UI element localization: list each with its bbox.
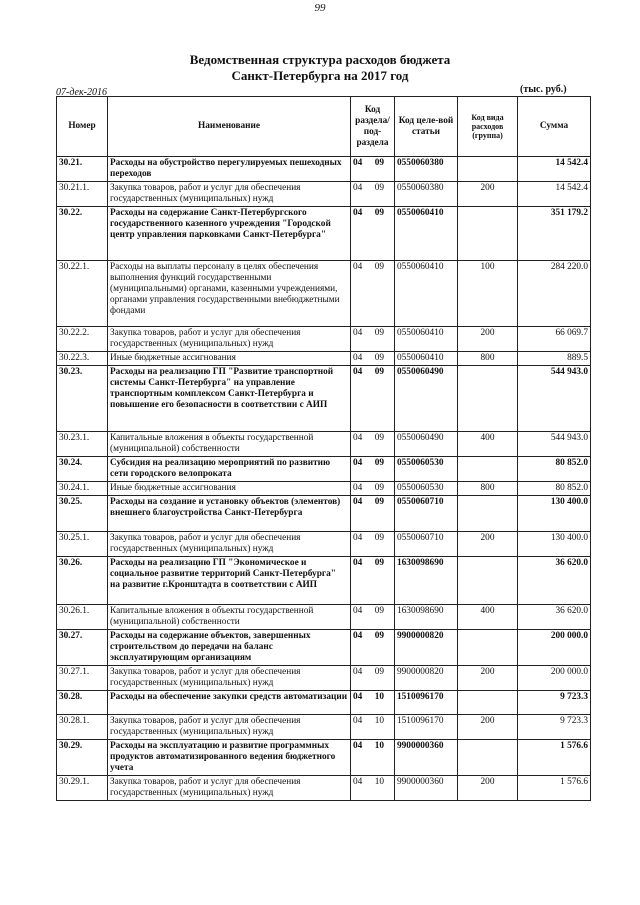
cell-name: Расходы на выплаты персоналу в целях обеспечения выполнения функций государственными (муниципальными) органами, казенными учреждениями, органами управления государственными внебюджетными фондами: [108, 261, 351, 327]
cell-section: [351, 715, 395, 740]
subsection-code: 09: [374, 458, 384, 468]
subsection-code: 10: [374, 777, 384, 787]
cell-section: [351, 261, 395, 327]
cell-section: [351, 691, 395, 715]
cell-number: 30.25.: [57, 496, 108, 532]
section-code: 04: [353, 667, 363, 677]
cell-number: 30.28.1.: [57, 715, 108, 740]
cell-amount: 889.5: [518, 352, 591, 366]
cell-target: 1510096170: [395, 715, 458, 740]
cell-section: [351, 457, 395, 482]
cell-amount: 1 576.6: [518, 776, 591, 801]
table-row: [57, 352, 591, 366]
cell-expense-type: 200: [458, 182, 518, 207]
subsection-code: 09: [374, 606, 384, 616]
cell-section: [351, 182, 395, 207]
cell-expense-type: [458, 496, 518, 532]
subsection-code: 09: [374, 367, 384, 377]
cell-section: [351, 352, 395, 366]
subsection-code: 09: [374, 433, 384, 443]
cell-target: 0550060380: [395, 157, 458, 182]
table-row: [57, 157, 591, 182]
section-code: 04: [353, 458, 363, 468]
cell-name: Закупка товаров, работ и услуг для обеспечения государственных (муниципальных) нужд: [108, 715, 351, 740]
cell-number: 30.27.: [57, 630, 108, 666]
table-row: [57, 207, 591, 261]
cell-amount: 130 400.0: [518, 496, 591, 532]
table-row: [57, 691, 591, 715]
cell-amount: 200 000.0: [518, 666, 591, 691]
cell-target: 0550060410: [395, 207, 458, 261]
subsection-code: 09: [374, 158, 384, 168]
cell-section: [351, 207, 395, 261]
cell-section: [351, 327, 395, 352]
cell-expense-type: [458, 557, 518, 605]
table-row: [57, 532, 591, 557]
cell-number: 30.21.: [57, 157, 108, 182]
title-line-2: Санкт-Петербурга на 2017 год: [231, 68, 409, 83]
cell-expense-type: 800: [458, 482, 518, 496]
header-amount: Сумма: [518, 97, 591, 157]
cell-expense-type: 200: [458, 776, 518, 801]
cell-name: Закупка товаров, работ и услуг для обеспечения государственных (муниципальных) нужд: [108, 327, 351, 352]
cell-name: Субсидия на реализацию мероприятий по развитию сети городского велопроката: [108, 457, 351, 482]
cell-number: 30.27.1.: [57, 666, 108, 691]
table-row: [57, 366, 591, 432]
header-section: Код раздела/ под-раздела: [351, 97, 395, 157]
table-row: [57, 666, 591, 691]
budget-table: [56, 96, 591, 801]
header-expense-type: Код вида расходов (группа): [458, 97, 518, 157]
table-row: [57, 496, 591, 532]
cell-amount: 14 542.4: [518, 182, 591, 207]
cell-amount: 130 400.0: [518, 532, 591, 557]
table-row: [57, 432, 591, 457]
table-row: [57, 457, 591, 482]
cell-name: Расходы на обеспечение закупки средств автоматизации: [108, 691, 351, 715]
subsection-code: 09: [374, 497, 384, 507]
table-header-row: [57, 97, 591, 157]
cell-expense-type: 100: [458, 261, 518, 327]
cell-expense-type: 200: [458, 715, 518, 740]
cell-amount: 1 576.6: [518, 740, 591, 776]
cell-number: 30.29.1.: [57, 776, 108, 801]
cell-amount: 36 620.0: [518, 605, 591, 630]
cell-target: 0550060530: [395, 457, 458, 482]
cell-expense-type: [458, 157, 518, 182]
header-number: Номер: [57, 97, 108, 157]
cell-name: Закупка товаров, работ и услуг для обеспечения государственных (муниципальных) нужд: [108, 532, 351, 557]
section-code: 04: [353, 631, 363, 641]
cell-expense-type: [458, 457, 518, 482]
cell-amount: 351 179.2: [518, 207, 591, 261]
section-code: 04: [353, 533, 363, 543]
cell-expense-type: 200: [458, 327, 518, 352]
cell-target: 0550060410: [395, 261, 458, 327]
title-line-1: Ведомственная структура расходов бюджета: [189, 52, 451, 67]
cell-section: [351, 605, 395, 630]
table-row: [57, 182, 591, 207]
cell-target: 9900000360: [395, 776, 458, 801]
cell-number: 30.23.: [57, 366, 108, 432]
cell-target: 0550060380: [395, 182, 458, 207]
cell-name: Закупка товаров, работ и услуг для обеспечения государственных (муниципальных) нужд: [108, 182, 351, 207]
section-code: 04: [353, 741, 363, 751]
cell-target: 9900000820: [395, 666, 458, 691]
cell-amount: 544 943.0: [518, 432, 591, 457]
cell-number: 30.23.1.: [57, 432, 108, 457]
cell-section: [351, 432, 395, 457]
section-code: 04: [353, 433, 363, 443]
table-row: [57, 605, 591, 630]
section-code: 04: [353, 183, 363, 193]
document-title: [0, 52, 640, 84]
cell-expense-type: [458, 630, 518, 666]
cell-number: 30.26.1.: [57, 605, 108, 630]
cell-amount: 80 852.0: [518, 457, 591, 482]
cell-number: 30.24.1.: [57, 482, 108, 496]
section-code: 04: [353, 367, 363, 377]
cell-target: 1630098690: [395, 605, 458, 630]
cell-section: [351, 776, 395, 801]
cell-expense-type: 400: [458, 432, 518, 457]
cell-name: Расходы на содержание Санкт-Петербургского государственного казенного учреждения "Городской центр управления парковками Санкт-Петербурга": [108, 207, 351, 261]
subsection-code: 09: [374, 262, 384, 272]
cell-number: 30.28.: [57, 691, 108, 715]
cell-target: 1510096170: [395, 691, 458, 715]
section-code: 04: [353, 716, 363, 726]
cell-section: [351, 482, 395, 496]
cell-amount: 36 620.0: [518, 557, 591, 605]
cell-expense-type: 200: [458, 532, 518, 557]
cell-target: 0550060410: [395, 352, 458, 366]
cell-expense-type: 400: [458, 605, 518, 630]
subsection-code: 09: [374, 667, 384, 677]
cell-target: 0550060490: [395, 366, 458, 432]
cell-target: 0550060530: [395, 482, 458, 496]
cell-number: 30.25.1.: [57, 532, 108, 557]
cell-amount: 544 943.0: [518, 366, 591, 432]
cell-section: [351, 740, 395, 776]
cell-section: [351, 630, 395, 666]
cell-amount: 9 723.3: [518, 715, 591, 740]
cell-name: Иные бюджетные ассигнования: [108, 482, 351, 496]
cell-number: 30.22.3.: [57, 352, 108, 366]
section-code: 04: [353, 777, 363, 787]
cell-number: 30.26.: [57, 557, 108, 605]
cell-amount: 9 723.3: [518, 691, 591, 715]
cell-amount: 284 220.0: [518, 261, 591, 327]
table-row: [57, 630, 591, 666]
cell-name: Закупка товаров, работ и услуг для обеспечения государственных (муниципальных) нужд: [108, 776, 351, 801]
table-row: [57, 327, 591, 352]
cell-section: [351, 557, 395, 605]
document-date: 07-дек-2016: [56, 87, 107, 98]
cell-target: 0550060710: [395, 532, 458, 557]
subsection-code: 09: [374, 183, 384, 193]
cell-name: Иные бюджетные ассигнования: [108, 352, 351, 366]
header-target: Код целе-вой статьи: [395, 97, 458, 157]
cell-number: 30.29.: [57, 740, 108, 776]
cell-number: 30.22.1.: [57, 261, 108, 327]
cell-number: 30.21.1.: [57, 182, 108, 207]
subsection-code: 09: [374, 208, 384, 218]
subsection-code: 09: [374, 328, 384, 338]
cell-target: 0550060710: [395, 496, 458, 532]
section-code: 04: [353, 328, 363, 338]
table-row: [57, 740, 591, 776]
section-code: 04: [353, 692, 363, 702]
units-label: (тыс. руб.): [520, 84, 567, 95]
subsection-code: 10: [374, 716, 384, 726]
subsection-code: 09: [374, 483, 384, 493]
subsection-code: 10: [374, 692, 384, 702]
cell-name: Расходы на реализацию ГП "Экономическое и социальное развитие территорий Санкт-Петербурга" на развитие г.Кронштадта в соответствии с АИП: [108, 557, 351, 605]
cell-section: [351, 496, 395, 532]
cell-name: Капитальные вложения в объекты государственной (муниципальной) собственности: [108, 605, 351, 630]
section-code: 04: [353, 353, 363, 363]
subsection-code: 09: [374, 558, 384, 568]
cell-target: 1630098690: [395, 557, 458, 605]
cell-section: [351, 366, 395, 432]
cell-amount: 66 069.7: [518, 327, 591, 352]
table-row: [57, 482, 591, 496]
cell-name: Закупка товаров, работ и услуг для обеспечения государственных (муниципальных) нужд: [108, 666, 351, 691]
cell-target: 0550060410: [395, 327, 458, 352]
section-code: 04: [353, 208, 363, 218]
subsection-code: 09: [374, 353, 384, 363]
cell-expense-type: 800: [458, 352, 518, 366]
section-code: 04: [353, 158, 363, 168]
header-name: Наименование: [108, 97, 351, 157]
cell-expense-type: [458, 207, 518, 261]
cell-expense-type: [458, 691, 518, 715]
cell-name: Расходы на содержание объектов, завершенных строительством до передачи на баланс эксплуатирующим организациям: [108, 630, 351, 666]
cell-name: Капитальные вложения в объекты государственной (муниципальной) собственности: [108, 432, 351, 457]
table-row: [57, 261, 591, 327]
cell-target: 9900000360: [395, 740, 458, 776]
section-code: 04: [353, 483, 363, 493]
section-code: 04: [353, 558, 363, 568]
cell-expense-type: 200: [458, 666, 518, 691]
cell-section: [351, 666, 395, 691]
cell-amount: 14 542.4: [518, 157, 591, 182]
cell-number: 30.24.: [57, 457, 108, 482]
cell-expense-type: [458, 740, 518, 776]
cell-section: [351, 532, 395, 557]
cell-expense-type: [458, 366, 518, 432]
cell-name: Расходы на создание и установку объектов (элементов) внешнего благоустройства Санкт-Петербурга: [108, 496, 351, 532]
cell-number: 30.22.2.: [57, 327, 108, 352]
cell-amount: 200 000.0: [518, 630, 591, 666]
section-code: 04: [353, 262, 363, 272]
cell-amount: 80 852.0: [518, 482, 591, 496]
cell-name: Расходы на реализацию ГП "Развитие транспортной системы Санкт-Петербурга" на управление транспортным комплексом Санкт-Петербурга и повышение его безопасности в соответствии с АИП: [108, 366, 351, 432]
cell-name: Расходы на обустройство перегулируемых пешеходных переходов: [108, 157, 351, 182]
cell-name: Расходы на эксплуатацию и развитие программных продуктов автоматизированного ведения бюджетного учета: [108, 740, 351, 776]
subsection-code: 09: [374, 631, 384, 641]
table-row: [57, 715, 591, 740]
subsection-code: 09: [374, 533, 384, 543]
section-code: 04: [353, 497, 363, 507]
section-code: 04: [353, 606, 363, 616]
table-row: [57, 557, 591, 605]
cell-target: 9900000820: [395, 630, 458, 666]
page-number: 99: [314, 2, 326, 14]
cell-section: [351, 157, 395, 182]
cell-number: 30.22.: [57, 207, 108, 261]
cell-target: 0550060490: [395, 432, 458, 457]
subsection-code: 10: [374, 741, 384, 751]
table-row: [57, 776, 591, 801]
